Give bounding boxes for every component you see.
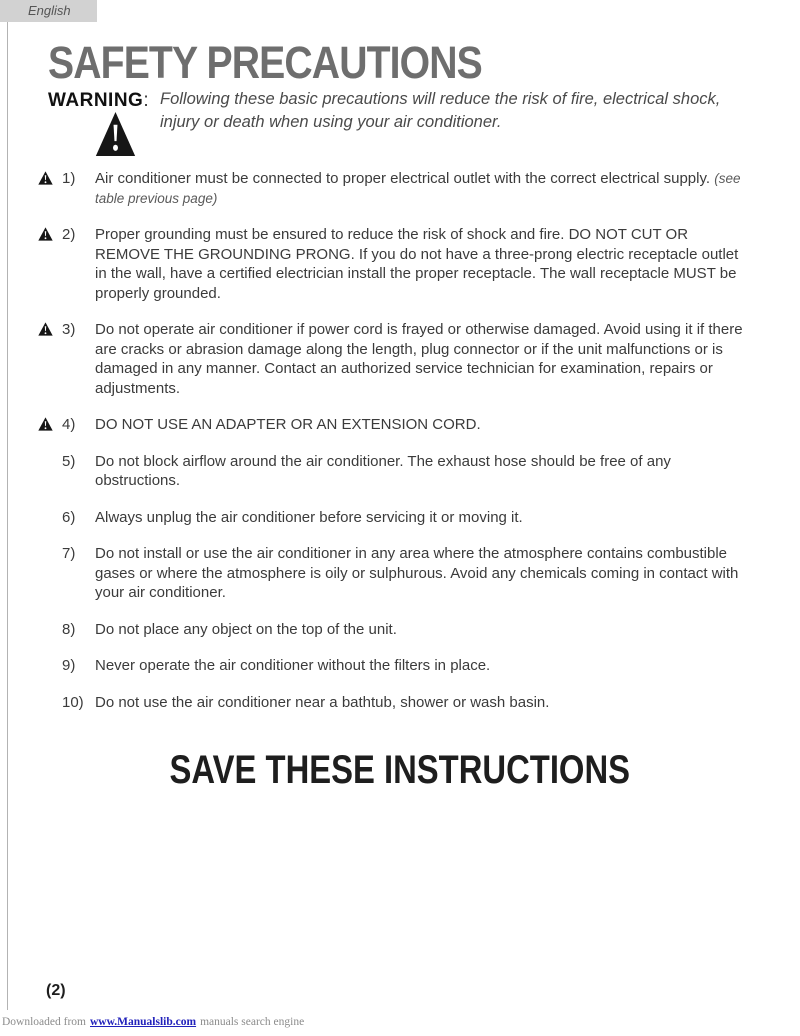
precaution-note: (see table previous page) xyxy=(95,171,741,206)
precaution-text: Do not block airflow around the air conditioner. The exhaust hose should be free of any obstructions. xyxy=(95,452,671,489)
page-number: (2) xyxy=(46,982,66,999)
warning-triangle-icon xyxy=(38,544,62,603)
precaution-number: 6) xyxy=(62,508,76,526)
warning-triangle-icon xyxy=(38,693,62,713)
save-instructions-text: SAVE THESE INSTRUCTIONS xyxy=(169,748,631,792)
precaution-number: 1) xyxy=(62,170,76,187)
warning-block xyxy=(48,88,780,134)
precaution-item xyxy=(38,225,745,303)
warning-label-text: WARNING xyxy=(48,90,144,111)
warning-triangle-icon xyxy=(38,452,62,491)
precaution-number: 2) xyxy=(62,226,76,243)
precaution-item xyxy=(38,320,745,398)
warning-triangle-icon xyxy=(38,169,62,208)
precaution-item xyxy=(38,452,745,491)
precaution-text: Do not operate air conditioner if power cord is frayed or otherwise damaged. Avoid using it if there are cracks or abrasion damage along the length, plug connector or if the unit malfunctions or is damaged in any manner. Contact an authorized service technician for examination, repairs or adjustments. xyxy=(95,321,743,397)
precaution-item xyxy=(38,508,745,528)
warning-triangle-icon xyxy=(38,320,62,398)
warning-triangle-icon xyxy=(95,111,136,157)
warning-triangle-icon xyxy=(38,225,62,303)
precaution-item xyxy=(38,544,745,603)
precaution-number: 8) xyxy=(62,620,76,638)
warning-text-line: Following these basic precautions will reduce the risk of fire, electrical shock, xyxy=(160,90,721,108)
warning-triangle-icon xyxy=(38,508,62,528)
precaution-number: 10) xyxy=(62,693,84,711)
precaution-item xyxy=(38,415,745,435)
warning-text xyxy=(160,88,780,134)
footer-suffix: manuals search engine xyxy=(200,1016,305,1028)
language-tab xyxy=(0,0,97,22)
warning-colon: : xyxy=(143,90,149,111)
precaution-text: Do not place any object on the top of the unit. xyxy=(95,620,397,638)
precaution-item xyxy=(38,656,745,676)
precaution-number: 9) xyxy=(62,657,76,674)
precaution-text: Do not install or use the air conditioner in any area where the atmosphere contains combustible gases or where the atmosphere is oily or sulphurous. Avoid any chemicals coming in contact with your air conditioner. xyxy=(95,545,739,601)
save-instructions-heading xyxy=(0,750,800,790)
precaution-text: Never operate the air conditioner without the filters in place. xyxy=(95,657,491,674)
precaution-text: DO NOT USE AN ADAPTER OR AN EXTENSION CORD. xyxy=(95,416,481,433)
page-title: SAFETY PRECAUTIONS xyxy=(48,37,482,88)
precaution-text: Always unplug the air conditioner before servicing it or moving it. xyxy=(95,508,523,526)
manualslib-link[interactable]: www.Manualslib.com xyxy=(90,1016,197,1028)
precaution-text: Air conditioner must be connected to proper electrical outlet with the correct electrical supply. (see table previous page) xyxy=(95,170,741,206)
precaution-number: 5) xyxy=(62,452,76,470)
warning-triangle-icon xyxy=(38,620,62,640)
language-tab-label: English xyxy=(28,3,71,18)
precaution-text: Do not use the air conditioner near a bathtub, shower or wash basin. xyxy=(95,693,550,711)
precaution-text: Proper grounding must be ensured to reduce the risk of shock and fire. DO NOT CUT OR REMOVE THE GROUNDING PRONG. If you do not have a three-prong electric receptacle outlet in the wall, have a certified electrician install the proper receptacle. The wall receptacle MUST be properly grounded. xyxy=(95,226,739,302)
precaution-item xyxy=(38,169,745,208)
warning-triangle-icon xyxy=(38,656,62,676)
precaution-number: 4) xyxy=(62,416,76,433)
precautions-list xyxy=(0,169,800,729)
warning-text-line: injury or death when using your air conditioner. xyxy=(160,113,502,131)
precaution-item xyxy=(38,693,745,713)
precaution-number: 3) xyxy=(62,321,76,338)
precaution-item xyxy=(38,620,745,640)
footer xyxy=(2,1016,304,1028)
footer-prefix: Downloaded from xyxy=(2,1016,86,1028)
warning-triangle-icon xyxy=(38,415,62,435)
precaution-number: 7) xyxy=(62,545,76,562)
